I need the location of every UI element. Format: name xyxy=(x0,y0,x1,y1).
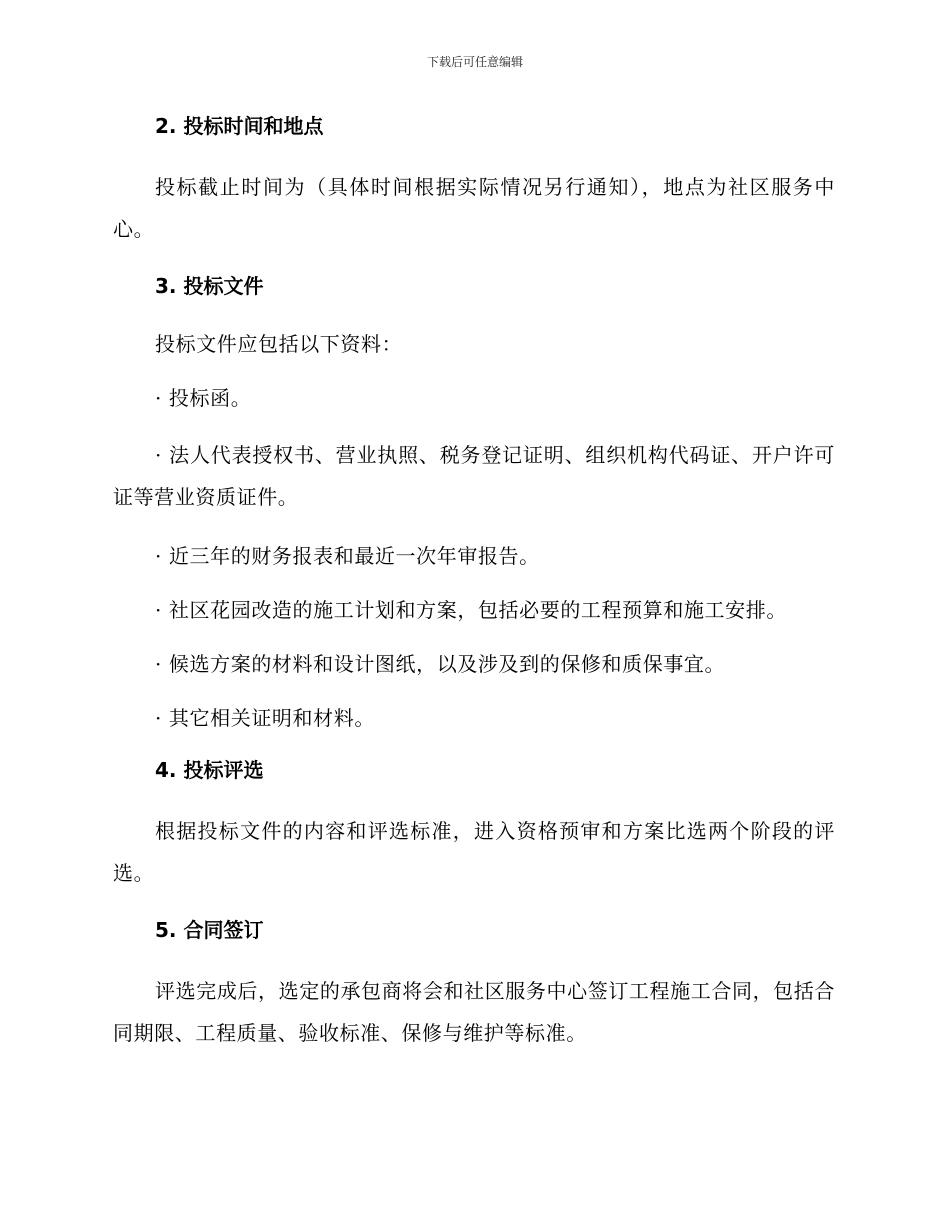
paragraph-evaluation: 根据投标文件的内容和评选标准，进入资格预审和方案比选两个阶段的评选。 xyxy=(113,819,835,885)
list-item-other-materials: · 其它相关证明和材料。 xyxy=(155,706,375,730)
list-item-construction-plan: · 社区花园改造的施工计划和方案，包括必要的工程预算和施工安排。 xyxy=(155,598,787,622)
paragraph-bid-deadline: 投标截止时间为（具体时间根据实际情况另行通知），地点为社区服务中心。 xyxy=(113,175,835,241)
list-item-bid-letter: · 投标函。 xyxy=(155,386,252,410)
paragraph-contract: 评选完成后，选定的承包商将会和社区服务中心签订工程施工合同，包括合同期限、工程质量、验收标准、保修与维护等标准。 xyxy=(113,979,835,1045)
list-item-design-drawings: · 候选方案的材料和设计图纸，以及涉及到的保修和质保事宜。 xyxy=(155,652,726,676)
list-item-qualification-certificates: · 法人代表授权书、营业执照、税务登记证明、组织机构代码证、开户许可证等营业资质证件。 xyxy=(113,443,835,509)
section-heading-bid-time-location: 2. 投标时间和地点 xyxy=(155,114,324,138)
paragraph-documents-intro: 投标文件应包括以下资料： xyxy=(155,332,403,356)
page-header-note: 下载后可任意编辑 xyxy=(426,55,523,69)
section-heading-bid-evaluation: 4. 投标评选 xyxy=(155,758,264,782)
section-heading-bid-documents: 3. 投标文件 xyxy=(155,274,264,298)
document-body xyxy=(113,110,835,1074)
section-heading-contract-signing: 5. 合同签订 xyxy=(155,918,264,942)
list-item-financial-reports: · 近三年的财务报表和最近一次年审报告。 xyxy=(155,544,540,568)
